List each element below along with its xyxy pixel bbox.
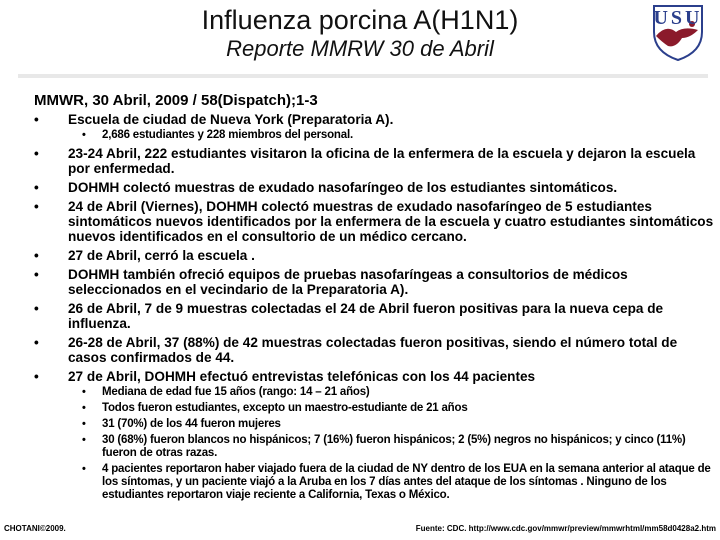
sub-bullet-item: • 30 (68%) fueron blancos no hispánicos; 7 (16%) fueron hispánicos; 2 (5%) negros no hispánicos; y cinco (11%) fueron de otras razas. [82, 434, 686, 459]
slide-content [34, 92, 714, 506]
bullet-dot-icon: • [34, 248, 39, 263]
logo-letters: USU [653, 7, 703, 29]
footer-copyright: CHOTANI©2009. [4, 524, 66, 533]
bullet-dot-icon: • [34, 199, 39, 214]
bullet-dot-icon: • [34, 335, 39, 350]
sub-bullet-dot-icon: • [82, 129, 86, 141]
sub-bullet-list [68, 129, 714, 142]
sub-bullet-dot-icon: • [82, 386, 86, 398]
sub-bullet-list [68, 386, 714, 502]
sub-bullet-item: • Todos fueron estudiantes, excepto un maestro-estudiante de 21 años [82, 402, 468, 414]
sub-bullet-dot-icon: • [82, 463, 86, 475]
bullet-dot-icon: • [34, 146, 39, 161]
sub-bullet-dot-icon: • [82, 418, 86, 430]
bullet-dot-icon: • [34, 301, 39, 316]
bullet-item: • 26 de Abril, 7 de 9 muestras colectadas el 24 de Abril fueron positivas para la nueva cepa de influenza. [34, 301, 664, 331]
title-divider [18, 74, 708, 78]
title-block [0, 4, 720, 62]
bullet-dot-icon: • [34, 112, 39, 127]
sub-bullet-dot-icon: • [82, 402, 86, 414]
footer-source: Fuente: CDC. http://www.cdc.gov/mmwr/preview/mmwrhtml/mm58d0428a2.htm [415, 524, 716, 533]
bullet-dot-icon: • [34, 267, 39, 282]
slide-subtitle: Reporte MMRW 30 de Abril [226, 36, 494, 61]
bullet-dot-icon: • [34, 180, 39, 195]
bullet-item: • 27 de Abril, DOHMH efectuó entrevistas telefónicas con los 44 pacientes • Mediana de edad fue 15 años (rango: 14 – 21 años) • Todos fueron estudiantes, excepto un maestro-estudiante de 21 años • 31 (70%) de los 44 fueron mujeres • 30 (68%) fueron blancos no hispánicos; 7 (16%) fueron hispánicos; 2 (5%) negros no hispánicos; y cinco (11%) fueron de otras razas. • 4 pacientes reportaron haber viajado fuera de la ciudad de NY dentro de los EUA en la semana anterior al ataque de los síntomas, y un paciente viajó a la Aruba en los 7 días antes del ataque de los síntomas . Ninguno de los estudiantes reportaron viaje reciente a California, Texas o México. [34, 369, 714, 502]
usu-logo [642, 2, 714, 62]
bullet-list [34, 112, 714, 502]
bullet-item: • 27 de Abril, cerró la escuela . [34, 248, 255, 263]
bullet-item: • 26-28 de Abril, 37 (88%) de 42 muestras colectadas fueron positivas, siendo el número total de casos confirmados de 44. [34, 335, 678, 365]
sub-bullet-dot-icon: • [82, 434, 86, 446]
slide-title: Influenza porcina A(H1N1) [201, 5, 519, 35]
bullet-item: • DOHMH también ofreció equipos de pruebas nasofaríngeas a consultorios de médicos seleccionados en el vecindario de la Preparatoria A). [34, 267, 628, 297]
bullet-item: • DOHMH colectó muestras de exudado nasofaríngeo de los estudiantes sintomáticos. [34, 180, 618, 195]
bullet-item: • Escuela de ciudad de Nueva York (Preparatoria A). • 2,686 estudiantes y 228 miembros del personal. [34, 112, 714, 142]
bullet-item: • 23-24 Abril, 222 estudiantes visitaron la oficina de la enfermera de la escuela y dejaron la escuela por enfermedad. [34, 146, 696, 176]
bullet-dot-icon: • [34, 369, 39, 384]
sub-bullet-item: • 2,686 estudiantes y 228 miembros del personal. [82, 129, 353, 141]
content-heading: MMWR, 30 Abril, 2009 / 58(Dispatch);1-3 [34, 92, 318, 109]
sub-bullet-item: • 4 pacientes reportaron haber viajado fuera de la ciudad de NY dentro de los EUA en la semana anterior al ataque de los síntomas, y un paciente viajó a la Aruba en los 7 días antes del ataque de los síntomas . Ninguno de los estudiantes reportaron viaje reciente a California, Texas o México. [82, 463, 711, 501]
sub-bullet-item: • Mediana de edad fue 15 años (rango: 14 – 21 años) [82, 386, 370, 398]
sub-bullet-item: • 31 (70%) de los 44 fueron mujeres [82, 418, 281, 430]
bullet-item: • 24 de Abril (Viernes), DOHMH colectó muestras de exudado nasofaríngeo de 5 estudiantes sintomáticos nuevos identificados por la enfermera de la escuela y cuatro estudiantes sintomáticos nuevos identificados en el consultorio de un médico cercano. [34, 199, 714, 244]
